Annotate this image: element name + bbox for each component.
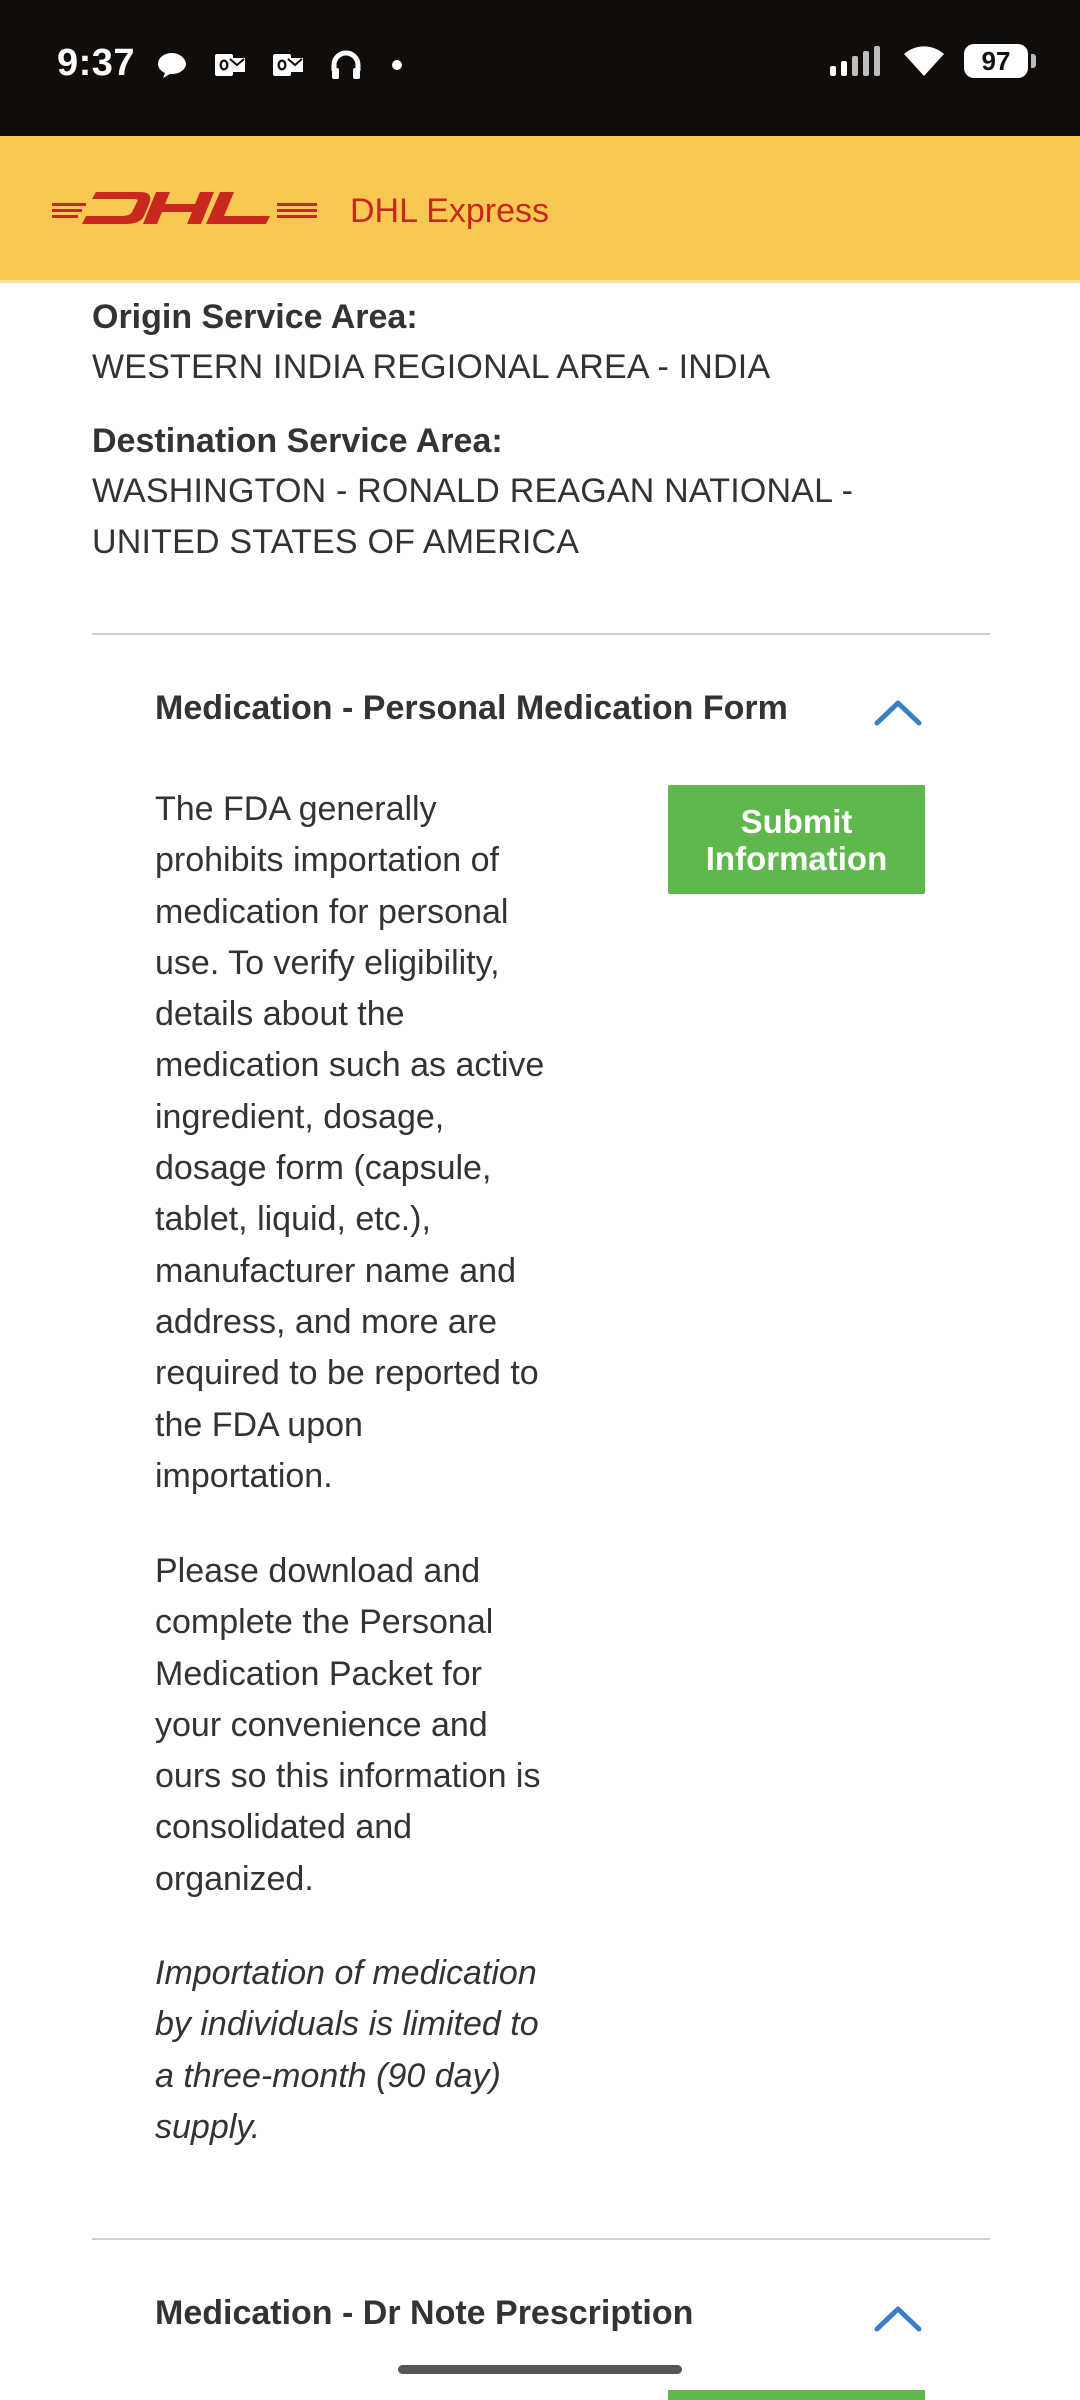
submit-information-button[interactable] [668,785,925,894]
wifi-icon [902,44,946,78]
destination-value-line2: UNITED STATES OF AMERICA [92,523,580,561]
paragraph-line: required to be reported to [155,1354,539,1393]
packet-info-paragraph [155,1546,595,1905]
headset-icon [328,47,364,83]
chevron-up-icon[interactable] [873,697,923,727]
paragraph-line: details about the [155,995,405,1034]
paragraph-line: use. To verify eligibility, [155,943,500,982]
paragraph-line: dosage form (capsule, [155,1149,492,1188]
section-divider [92,633,990,635]
paragraph-line: The FDA generally [155,790,437,828]
notification-dot-icon [392,60,402,70]
home-indicator[interactable] [398,2365,682,2374]
paragraph-line: tablet, liquid, etc.), [155,1200,431,1239]
signal-icon [828,44,884,78]
submit-button-label-line1: Submit [740,802,853,840]
header-title: DHL Express [350,192,550,230]
section-divider [92,2238,990,2240]
paragraph-line: medication such as active [155,1046,545,1085]
section-title-dr-note-prescription[interactable]: Medication - Dr Note Prescription [155,2294,694,2332]
import-limit-note [155,1948,595,2153]
note-line: a three-month (90 day) [155,2056,501,2095]
submit-button-label-line2: Information [705,839,888,877]
app-header [0,136,1080,283]
note-line: supply. [155,2107,261,2146]
outlook-icon [212,47,248,83]
dhl-logo-icon[interactable] [52,186,317,230]
paragraph-line: your convenience and [155,1705,488,1744]
status-time: 9:37 [57,42,136,84]
fda-info-paragraph [155,784,595,1502]
status-bar [0,0,1080,136]
paragraph-line: importation. [155,1456,333,1495]
origin-value: WESTERN INDIA REGIONAL AREA - INDIA [92,348,771,386]
paragraph-line: organized. [155,1859,314,1898]
notification-icons [154,47,402,83]
paragraph-line: prohibits importation of [155,841,499,880]
note-line: Importation of medication [155,1954,537,1992]
chevron-up-icon[interactable] [873,2303,923,2333]
paragraph-line: address, and more are [155,1302,498,1341]
origin-label: Origin Service Area: [92,298,418,336]
paragraph-line: Medication Packet for [155,1654,482,1693]
outlook-icon [270,47,306,83]
paragraph-line: manufacturer name and [155,1251,516,1290]
note-line: by individuals is limited to [155,2005,539,2044]
section-title-personal-medication[interactable]: Medication - Personal Medication Form [155,689,788,727]
destination-label: Destination Service Area: [92,422,503,460]
origin-service-area [92,292,990,393]
system-icons [828,44,1028,78]
paragraph-line: the FDA upon [155,1405,363,1444]
paragraph-line: medication for personal [155,892,509,931]
destination-service-area [92,416,990,568]
paragraph-line: ours so this information is [155,1757,541,1796]
submit-button-partial[interactable] [668,2390,925,2400]
paragraph-line: Please download and [155,1552,481,1590]
paragraph-line: ingredient, dosage, [155,1097,445,1136]
battery-icon: 97 [964,44,1028,78]
destination-value-line1: WASHINGTON - RONALD REAGAN NATIONAL - [92,472,854,510]
chat-bubble-icon [154,47,190,83]
paragraph-line: complete the Personal [155,1603,494,1642]
paragraph-line: consolidated and [155,1808,413,1847]
